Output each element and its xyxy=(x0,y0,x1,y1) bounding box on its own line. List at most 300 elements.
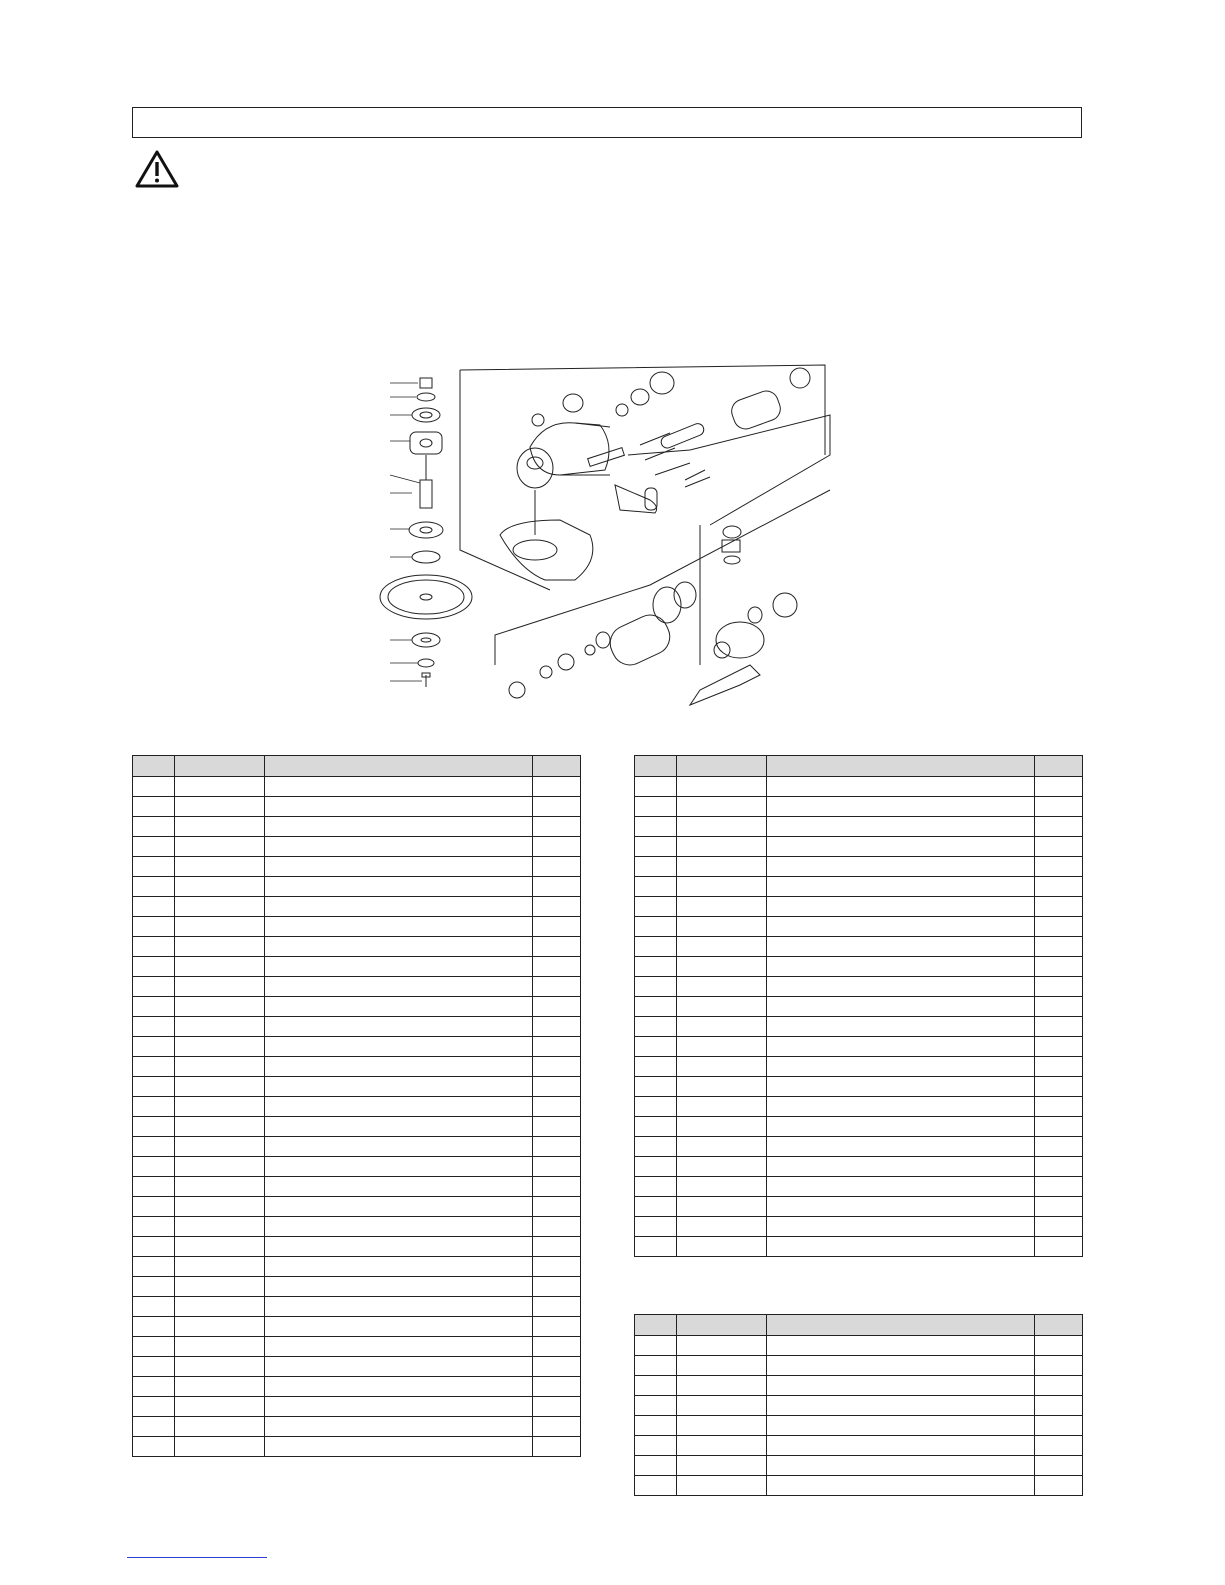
cell-qty xyxy=(1035,1157,1083,1177)
cell-no xyxy=(635,1137,677,1157)
cell-qty xyxy=(1035,1117,1083,1137)
cell-qty xyxy=(533,1137,581,1157)
cell-no xyxy=(635,1336,677,1356)
cell-part-number xyxy=(175,1117,265,1137)
table-row xyxy=(133,1057,581,1077)
cell-part-number xyxy=(677,1456,767,1476)
cell-qty xyxy=(1035,877,1083,897)
parts-table-accessories xyxy=(634,1314,1083,1496)
cell-description xyxy=(767,1017,1035,1037)
table-row xyxy=(133,1317,581,1337)
cell-description xyxy=(767,1396,1035,1416)
table-row xyxy=(635,1217,1083,1237)
table-row xyxy=(133,857,581,877)
table-row xyxy=(635,1117,1083,1137)
cell-no xyxy=(635,877,677,897)
table-row xyxy=(635,1396,1083,1416)
cell-qty xyxy=(1035,1416,1083,1436)
cell-part-number xyxy=(175,1217,265,1237)
cell-qty xyxy=(1035,817,1083,837)
table-row xyxy=(635,1017,1083,1037)
cell-no xyxy=(635,1376,677,1396)
cell-description xyxy=(265,797,533,817)
cell-qty xyxy=(1035,837,1083,857)
cell-qty xyxy=(1035,997,1083,1017)
cell-no xyxy=(635,1456,677,1476)
table-row xyxy=(635,1097,1083,1117)
cell-qty xyxy=(533,1317,581,1337)
cell-qty xyxy=(1035,797,1083,817)
cell-qty xyxy=(533,837,581,857)
cell-qty xyxy=(533,797,581,817)
table-row xyxy=(133,1037,581,1057)
inlet-assembly-icon xyxy=(495,490,830,705)
cell-description xyxy=(767,1416,1035,1436)
cell-description xyxy=(265,1177,533,1197)
header-cell-part-number xyxy=(677,756,767,777)
cell-description xyxy=(265,1217,533,1237)
cell-qty xyxy=(1035,1197,1083,1217)
table-row xyxy=(133,1197,581,1217)
cell-qty xyxy=(1035,1137,1083,1157)
cell-part-number xyxy=(677,1217,767,1237)
cell-no xyxy=(635,777,677,797)
table-row xyxy=(133,1337,581,1357)
cell-description xyxy=(265,837,533,857)
cell-no xyxy=(133,897,175,917)
cell-qty xyxy=(533,1417,581,1437)
cell-qty xyxy=(1035,1097,1083,1117)
cell-qty xyxy=(1035,1476,1083,1496)
cell-description xyxy=(767,1376,1035,1396)
rotor-cylinder-icon xyxy=(616,368,830,525)
cell-qty xyxy=(1035,1017,1083,1037)
cell-part-number xyxy=(677,937,767,957)
cell-no xyxy=(133,1197,175,1217)
cell-part-number xyxy=(175,817,265,837)
table-row xyxy=(133,977,581,997)
table-row xyxy=(635,997,1083,1017)
cell-part-number xyxy=(175,1157,265,1177)
table-row xyxy=(133,1377,581,1397)
table-row xyxy=(133,917,581,937)
cell-part-number xyxy=(175,1197,265,1217)
cell-no xyxy=(635,837,677,857)
table-row xyxy=(133,1257,581,1277)
cell-no xyxy=(133,1397,175,1417)
table-row xyxy=(133,1277,581,1297)
cell-description xyxy=(265,917,533,937)
cell-part-number xyxy=(175,1297,265,1317)
spindle-stack-icon xyxy=(380,378,472,687)
cell-no xyxy=(635,817,677,837)
cell-no xyxy=(635,977,677,997)
cell-qty xyxy=(533,937,581,957)
cell-qty xyxy=(533,897,581,917)
table-row xyxy=(635,957,1083,977)
header-cell-description xyxy=(265,756,533,777)
cell-no xyxy=(635,1356,677,1376)
cell-part-number xyxy=(175,1317,265,1337)
table-row xyxy=(133,1357,581,1377)
cell-description xyxy=(767,877,1035,897)
table-row xyxy=(133,997,581,1017)
header-cell-qty xyxy=(1035,1315,1083,1336)
table-row xyxy=(635,1336,1083,1356)
cell-no xyxy=(635,997,677,1017)
cell-part-number xyxy=(677,1177,767,1197)
table-row xyxy=(133,1117,581,1137)
header-cell-qty xyxy=(533,756,581,777)
section-title-box xyxy=(132,107,1082,138)
cell-no xyxy=(133,1297,175,1317)
cell-description xyxy=(767,997,1035,1017)
cell-part-number xyxy=(175,1397,265,1417)
cell-no xyxy=(133,1317,175,1337)
cell-no xyxy=(635,797,677,817)
cell-description xyxy=(767,1097,1035,1117)
cell-qty xyxy=(533,1337,581,1357)
cell-no xyxy=(133,1077,175,1097)
cell-part-number xyxy=(677,917,767,937)
cell-description xyxy=(265,1137,533,1157)
table-row xyxy=(635,817,1083,837)
cell-description xyxy=(265,1117,533,1137)
cell-part-number xyxy=(175,957,265,977)
cell-no xyxy=(133,1357,175,1377)
cell-no xyxy=(133,1437,175,1457)
cell-qty xyxy=(533,1297,581,1317)
table-row xyxy=(635,1376,1083,1396)
table-row xyxy=(635,917,1083,937)
cell-qty xyxy=(1035,1057,1083,1077)
cell-no xyxy=(635,1436,677,1456)
cell-part-number xyxy=(175,837,265,857)
cell-no xyxy=(133,917,175,937)
table-row xyxy=(635,1037,1083,1057)
cell-description xyxy=(265,1017,533,1037)
cell-qty xyxy=(1035,897,1083,917)
cell-qty xyxy=(1035,1336,1083,1356)
cell-description xyxy=(265,1297,533,1317)
cell-description xyxy=(767,817,1035,837)
cell-no xyxy=(133,1097,175,1117)
cell-part-number xyxy=(677,857,767,877)
cell-part-number xyxy=(677,777,767,797)
table-row xyxy=(635,1476,1083,1496)
cell-part-number xyxy=(677,797,767,817)
cell-part-number xyxy=(175,977,265,997)
header-cell-part-number xyxy=(175,756,265,777)
cell-qty xyxy=(533,997,581,1017)
header-cell-no xyxy=(635,756,677,777)
table-row xyxy=(133,897,581,917)
cell-no xyxy=(635,857,677,877)
cell-no xyxy=(133,957,175,977)
cell-no xyxy=(635,1017,677,1037)
cell-description xyxy=(265,897,533,917)
cell-no xyxy=(133,837,175,857)
cell-qty xyxy=(533,817,581,837)
table-row xyxy=(133,1417,581,1437)
table-row xyxy=(635,877,1083,897)
cell-qty xyxy=(533,1157,581,1177)
cell-qty xyxy=(1035,1217,1083,1237)
cell-description xyxy=(265,1257,533,1277)
table-row xyxy=(133,957,581,977)
cell-part-number xyxy=(677,1336,767,1356)
cell-qty xyxy=(533,1357,581,1377)
cell-part-number xyxy=(175,777,265,797)
table-row xyxy=(133,937,581,957)
cell-part-number xyxy=(677,897,767,917)
cell-description xyxy=(265,1417,533,1437)
cell-qty xyxy=(533,1017,581,1037)
cell-qty xyxy=(533,1277,581,1297)
cell-qty xyxy=(1035,1376,1083,1396)
cell-part-number xyxy=(677,837,767,857)
table-header-row xyxy=(635,1315,1083,1336)
table-row xyxy=(133,1437,581,1457)
cell-no xyxy=(635,1197,677,1217)
cell-no xyxy=(133,857,175,877)
cell-qty xyxy=(533,877,581,897)
cell-no xyxy=(133,797,175,817)
cell-description xyxy=(265,1337,533,1357)
cell-qty xyxy=(533,1077,581,1097)
cell-part-number xyxy=(175,1237,265,1257)
cell-description xyxy=(767,797,1035,817)
cell-no xyxy=(133,877,175,897)
cell-part-number xyxy=(175,1137,265,1157)
cell-part-number xyxy=(677,957,767,977)
cell-part-number xyxy=(175,1417,265,1437)
cell-description xyxy=(767,857,1035,877)
cell-no xyxy=(635,1217,677,1237)
cell-no xyxy=(133,1057,175,1077)
cell-part-number xyxy=(175,1097,265,1117)
cell-qty xyxy=(1035,977,1083,997)
cell-part-number xyxy=(677,1376,767,1396)
cell-description xyxy=(265,1097,533,1117)
cell-part-number xyxy=(677,877,767,897)
cell-qty xyxy=(533,1217,581,1237)
cell-description xyxy=(767,1037,1035,1057)
cell-part-number xyxy=(677,1017,767,1037)
cell-no xyxy=(635,1396,677,1416)
cell-description xyxy=(767,1456,1035,1476)
cell-part-number xyxy=(677,1476,767,1496)
cell-description xyxy=(265,1057,533,1077)
cell-no xyxy=(133,977,175,997)
cell-qty xyxy=(1035,1356,1083,1376)
cell-description xyxy=(767,937,1035,957)
cell-qty xyxy=(1035,1237,1083,1257)
cell-no xyxy=(635,1037,677,1057)
table-row xyxy=(133,1217,581,1237)
cell-no xyxy=(635,1077,677,1097)
cell-description xyxy=(767,1237,1035,1257)
header-cell-description xyxy=(767,756,1035,777)
cell-qty xyxy=(1035,1396,1083,1416)
cell-part-number xyxy=(175,1337,265,1357)
cell-description xyxy=(767,977,1035,997)
cell-no xyxy=(133,1377,175,1397)
parts-table-left xyxy=(132,755,581,1457)
table-row xyxy=(635,1077,1083,1097)
cell-description xyxy=(767,1137,1035,1157)
cell-no xyxy=(635,1237,677,1257)
cell-part-number xyxy=(677,1436,767,1456)
cell-no xyxy=(635,1057,677,1077)
cell-qty xyxy=(533,1237,581,1257)
cell-part-number xyxy=(677,977,767,997)
cell-no xyxy=(635,1117,677,1137)
cell-qty xyxy=(533,1177,581,1197)
header-cell-qty xyxy=(1035,756,1083,777)
cell-no xyxy=(133,817,175,837)
table-header-row xyxy=(635,756,1083,777)
cell-no xyxy=(635,1177,677,1197)
cell-no xyxy=(133,1037,175,1057)
table-row xyxy=(133,817,581,837)
cell-description xyxy=(265,877,533,897)
cell-qty xyxy=(533,1097,581,1117)
cell-no xyxy=(635,917,677,937)
cell-description xyxy=(767,1177,1035,1197)
table-row xyxy=(635,1436,1083,1456)
cell-description xyxy=(265,1237,533,1257)
table-row xyxy=(133,837,581,857)
cell-qty xyxy=(533,1397,581,1417)
table-row xyxy=(635,1197,1083,1217)
table-row xyxy=(635,1057,1083,1077)
cell-part-number xyxy=(677,1077,767,1097)
cell-no xyxy=(133,1277,175,1297)
cell-description xyxy=(265,1157,533,1177)
cell-part-number xyxy=(677,1117,767,1137)
cell-description xyxy=(265,857,533,877)
cell-description xyxy=(265,817,533,837)
wheel-guard-icon xyxy=(500,490,593,580)
cell-description xyxy=(265,937,533,957)
cell-description xyxy=(767,1117,1035,1137)
cell-qty xyxy=(1035,1436,1083,1456)
cell-qty xyxy=(533,957,581,977)
cell-part-number xyxy=(677,817,767,837)
cell-no xyxy=(133,1117,175,1137)
cell-description xyxy=(265,977,533,997)
footer-link[interactable] xyxy=(127,1557,267,1558)
cell-description xyxy=(265,1437,533,1457)
cell-description xyxy=(767,1077,1035,1097)
cell-part-number xyxy=(175,1257,265,1277)
cell-description xyxy=(265,957,533,977)
table-row xyxy=(133,1297,581,1317)
warning-triangle-icon xyxy=(135,149,179,189)
cell-no xyxy=(635,957,677,977)
table-row xyxy=(635,1356,1083,1376)
cell-part-number xyxy=(175,1057,265,1077)
cell-part-number xyxy=(175,1077,265,1097)
cell-part-number xyxy=(677,1097,767,1117)
cell-no xyxy=(133,1137,175,1157)
cell-part-number xyxy=(677,1416,767,1436)
cell-part-number xyxy=(175,1177,265,1197)
table-row xyxy=(133,1137,581,1157)
cell-qty xyxy=(533,857,581,877)
header-cell-part-number xyxy=(677,1315,767,1336)
table-row xyxy=(133,1397,581,1417)
cell-description xyxy=(265,1077,533,1097)
cell-qty xyxy=(1035,957,1083,977)
header-cell-no xyxy=(133,756,175,777)
cell-qty xyxy=(533,1437,581,1457)
cell-no xyxy=(635,1157,677,1177)
cell-no xyxy=(133,1237,175,1257)
cell-qty xyxy=(533,977,581,997)
cell-description xyxy=(265,1357,533,1377)
cell-qty xyxy=(533,1037,581,1057)
table-row xyxy=(635,1177,1083,1197)
cell-qty xyxy=(533,1117,581,1137)
cell-no xyxy=(133,1017,175,1037)
cell-part-number xyxy=(677,1137,767,1157)
table-row xyxy=(133,1237,581,1257)
table-header-row xyxy=(133,756,581,777)
cell-part-number xyxy=(175,1277,265,1297)
cell-qty xyxy=(533,777,581,797)
table-row xyxy=(133,1157,581,1177)
cell-description xyxy=(265,1317,533,1337)
cell-part-number xyxy=(175,897,265,917)
cell-part-number xyxy=(175,857,265,877)
cell-qty xyxy=(533,1197,581,1217)
cell-part-number xyxy=(175,917,265,937)
cell-description xyxy=(767,957,1035,977)
cell-description xyxy=(767,777,1035,797)
exploded-view-diagram xyxy=(360,335,840,725)
cell-description xyxy=(265,1397,533,1417)
cell-part-number xyxy=(175,877,265,897)
cell-no xyxy=(133,937,175,957)
cell-qty xyxy=(1035,1177,1083,1197)
cell-part-number xyxy=(677,1197,767,1217)
cell-no xyxy=(635,897,677,917)
cell-no xyxy=(133,1217,175,1237)
cell-description xyxy=(767,1436,1035,1456)
cell-part-number xyxy=(175,1037,265,1057)
table-row xyxy=(635,977,1083,997)
cell-no xyxy=(133,1177,175,1197)
cell-part-number xyxy=(677,1237,767,1257)
cell-part-number xyxy=(175,1017,265,1037)
cell-qty xyxy=(1035,1077,1083,1097)
table-row xyxy=(635,857,1083,877)
table-row xyxy=(635,1157,1083,1177)
cell-part-number xyxy=(677,1057,767,1077)
cell-description xyxy=(767,897,1035,917)
cell-part-number xyxy=(175,1357,265,1377)
cell-part-number xyxy=(175,797,265,817)
cell-part-number xyxy=(175,1437,265,1457)
cell-qty xyxy=(1035,1456,1083,1476)
header-cell-description xyxy=(767,1315,1035,1336)
cell-qty xyxy=(1035,917,1083,937)
cell-part-number xyxy=(677,1157,767,1177)
cell-description xyxy=(767,1197,1035,1217)
cell-qty xyxy=(533,1377,581,1397)
